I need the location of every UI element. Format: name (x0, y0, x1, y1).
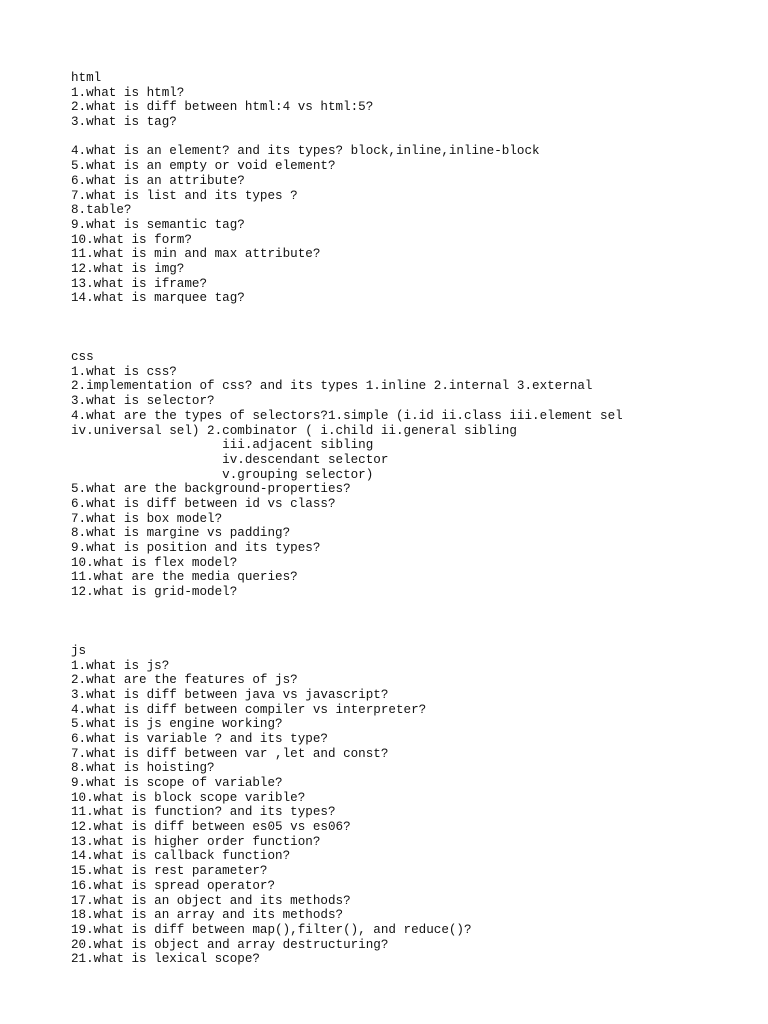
text-line: 7.what is box model? (71, 511, 223, 526)
text-line: 12.what is diff between es05 vs es06? (71, 820, 351, 835)
text-line: 3.what is diff between java vs javascript? (71, 687, 389, 702)
text-line: html (71, 71, 102, 85)
text-line: 3.what is tag? (71, 115, 177, 130)
text-line: 5.what is an empty or void element? (71, 159, 336, 174)
text-line: 9.what is position and its types? (71, 541, 321, 555)
text-line: 5.what are the background-properties? (71, 482, 351, 497)
text-line: 19.what is diff between map(),filter(), and reduce()? (71, 922, 472, 937)
text-line: 1.what is js? (71, 658, 170, 673)
text-line: iv.descendant selector (71, 452, 389, 467)
text-line (71, 306, 761, 321)
text-line: 5.what is js engine working? (71, 717, 283, 732)
text-line: 1.what is html? (71, 85, 185, 100)
text-line: 9.what is semantic tag? (71, 217, 245, 232)
text-line (71, 321, 761, 336)
text-line: 6.what is an attribute? (71, 173, 245, 188)
text-line: 4.what is an element? and its types? block,inline,inline-block (71, 144, 540, 159)
text-line: 1.what is css? (71, 364, 177, 379)
text-line: 8.what is margine vs padding? (71, 526, 291, 541)
text-line: 11.what are the media queries? (71, 570, 298, 585)
text-line: 10.what is block scope varible? (71, 790, 306, 805)
text-line: 20.what is object and array destructuring? (71, 937, 389, 952)
text-line: 9.what is scope of variable? (71, 776, 283, 790)
text-line: 4.what is diff between compiler vs interpreter? (71, 702, 427, 717)
text-line: 3.what is selector? (71, 394, 215, 409)
text-line (71, 629, 761, 644)
text-line: 2.what are the features of js? (71, 673, 298, 688)
text-line: 21.what is lexical scope? (71, 952, 260, 967)
text-line: 17.what is an object and its methods? (71, 893, 351, 908)
text-line (71, 335, 761, 350)
text-line: css (71, 350, 94, 365)
text-line: 12.what is img? (71, 261, 185, 276)
text-line (71, 614, 761, 629)
text-line: 14.what is callback function? (71, 849, 291, 864)
text-line: 10.what is form? (71, 232, 192, 247)
text-line: 7.what is list and its types ? (71, 188, 298, 203)
text-line: 11.what is min and max attribute? (71, 247, 321, 262)
text-line: 14.what is marquee tag? (71, 291, 245, 306)
text-line: 6.what is variable ? and its type? (71, 731, 328, 746)
text-line: 16.what is spread operator? (71, 878, 276, 893)
text-line: 11.what is function? and its types? (71, 805, 336, 820)
text-line: 12.what is grid-model? (71, 585, 238, 600)
text-line: 8.what is hoisting? (71, 761, 215, 776)
text-line: iii.adjacent sibling (71, 438, 374, 453)
text-line: 13.what is higher order function? (71, 834, 321, 849)
text-line: iv.universal sel) 2.combinator ( i.child ii.general sibling (71, 423, 517, 438)
text-line: 6.what is diff between id vs class? (71, 496, 336, 511)
text-line (71, 600, 761, 615)
text-line (71, 130, 761, 145)
text-line: 18.what is an array and its methods? (71, 908, 344, 923)
text-line: 15.what is rest parameter? (71, 864, 268, 879)
text-line: 2.what is diff between html:4 vs html:5? (71, 100, 374, 115)
text-line: v.grouping selector) (71, 467, 374, 482)
text-line: 13.what is iframe? (71, 276, 208, 291)
text-line: 10.what is flex model? (71, 555, 238, 570)
text-line: 2.implementation of css? and its types 1.inline 2.internal 3.external (71, 379, 593, 394)
text-line: 4.what are the types of selectors?1.simple (i.id ii.class iii.element sel (71, 408, 623, 423)
document-body (71, 71, 761, 967)
text-line: 8.table? (71, 203, 132, 218)
text-line: 7.what is diff between var ,let and const? (71, 746, 389, 761)
text-line: js (71, 643, 87, 658)
